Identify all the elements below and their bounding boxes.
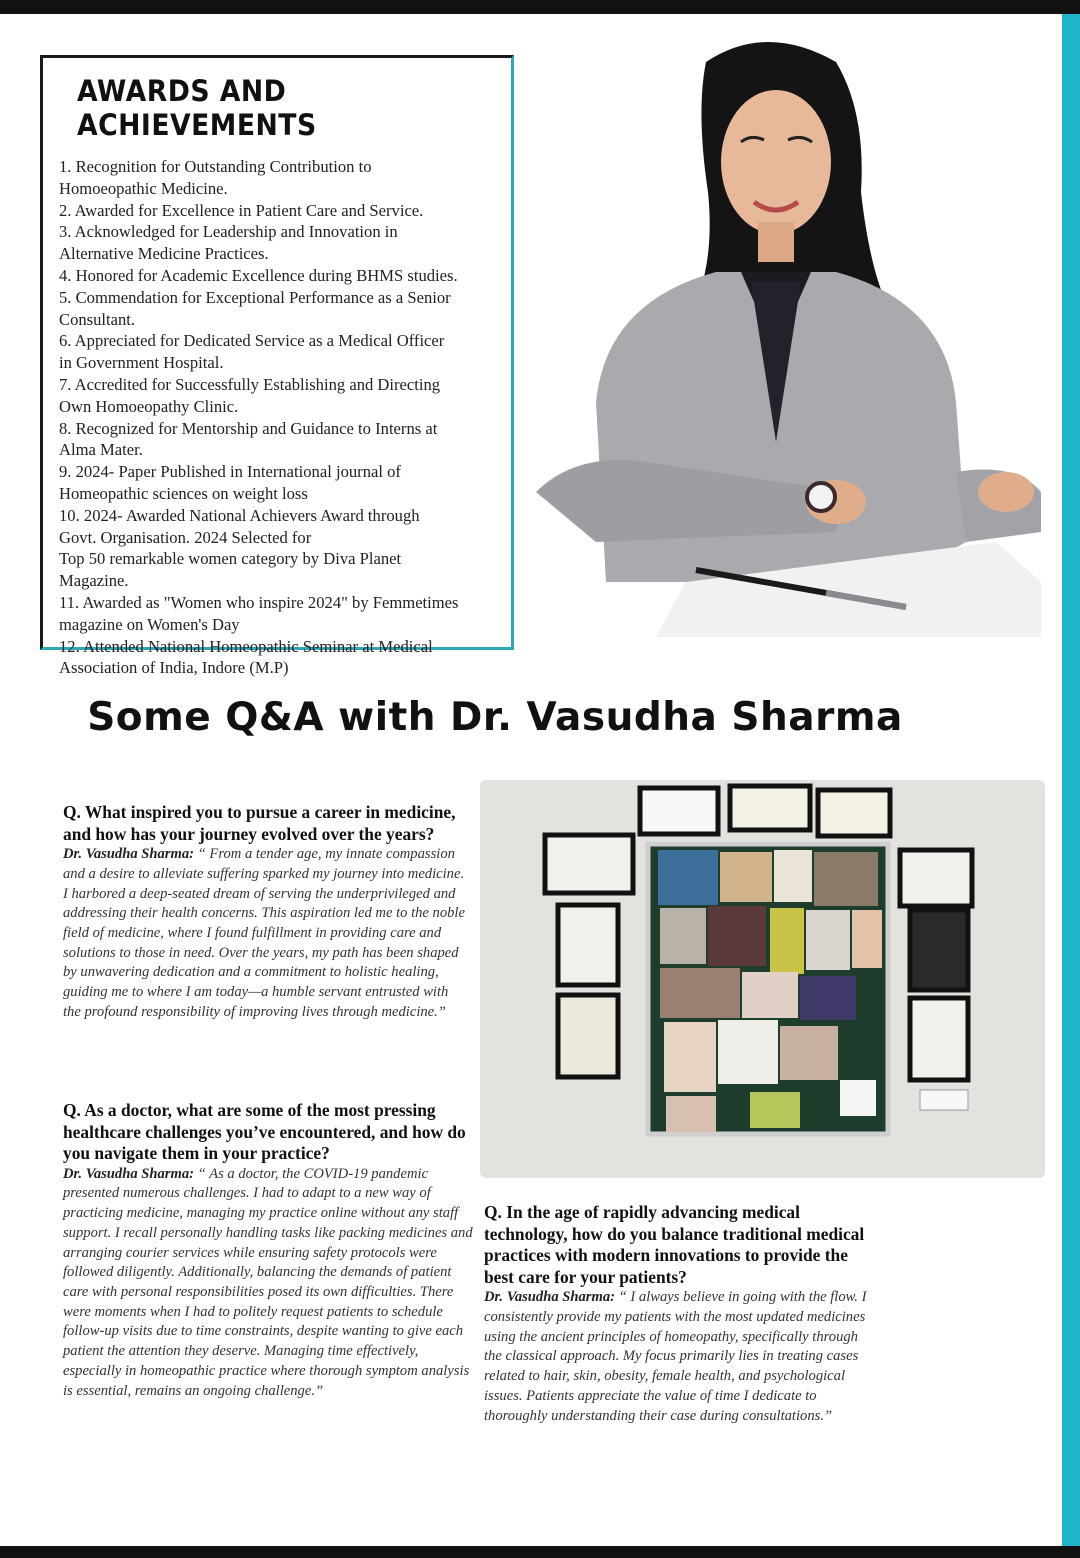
qa-item-1	[63, 802, 468, 1023]
qa-item-3	[484, 1202, 879, 1426]
awards-line: Association of India, Indore (M.P)	[59, 658, 289, 678]
qa-speaker: Dr. Vasudha Sharma:	[484, 1289, 619, 1306]
awards-line: Consultant.	[59, 309, 136, 329]
awards-title: AWARDS AND ACHIEVEMENTS	[77, 74, 317, 142]
awards-line: Top 50 remarkable women category by Diva Planet	[59, 549, 402, 569]
bottom-border-bar	[0, 1546, 1080, 1558]
awards-line: 5. Commendation for Exceptional Performance as a Senior	[59, 287, 451, 307]
qa-item-2	[63, 1100, 473, 1401]
qa-answer: “ From a tender age, my innate compassion and a desire to alleviate suffering sparked my journey into medicine. I harbored a deep-seated dream of serving the underprivileged and addressing their health concerns. This aspiration led me to the noble field of medicine, where I found fulfillment in providing care and solutions to those in need. Over the years, my path has been shaped by unwavering dedication and a commitment to holistic healing, guiding me to where I am today—a humble servant entrusted with the profound responsibility of improving lives through medicine.”	[63, 846, 465, 1020]
awards-line: 9. 2024- Paper Published in International journal of	[59, 462, 401, 482]
awards-line: 10. 2024- Awarded National Achievers Award through	[59, 505, 420, 525]
qa-answer-block	[484, 1288, 879, 1426]
top-border-bar	[0, 0, 1080, 14]
awards-line: Govt. Organisation. 2024 Selected for	[59, 527, 312, 547]
awards-line: magazine on Women's Day	[59, 614, 240, 634]
qa-answer: “ As a doctor, the COVID-19 pandemic presented numerous challenges. I had to adapt to a new way of practicing medicine, managing my practice online without any staff support. I recall personally handling tasks like packing medicines and arranging courier services while ensuring safety protocols were followed diligently. Additionally, balancing the demands of patient care with personal responsibilities posed its own difficulties. There were moments when I had to politely request patients to schedule follow-up visits due to time constraints, despite wanting to give each patient the attention they deserve. Managing time effectively, especially in homeopathic practice where thorough symptom analysis is essential, remains an ongoing challenge.”	[63, 1165, 473, 1399]
qa-question: Q. What inspired you to pursue a career in medicine, and how has your journey evolved over the years?	[63, 802, 456, 844]
awards-line: 7. Accredited for Successfully Establishing and Directing	[59, 374, 441, 394]
qa-question: Q. As a doctor, what are some of the most pressing healthcare challenges you’ve encountered, and how do you navigate them in your practice?	[63, 1100, 466, 1164]
awards-line: 11. Awarded as "Women who inspire 2024" by Femmetimes	[59, 592, 459, 612]
awards-line: Alma Mater.	[59, 440, 143, 460]
side-accent-stripe	[1062, 14, 1080, 1546]
qa-answer-block	[63, 1165, 473, 1401]
qa-answer: “ I always believe in going with the flow. I consistently provide my patients with the most updated medicines using the ancient principles of homeopathy, specifically through the classical approach. My focus primarily lies in treating cases related to hair, skin, obesity, female health, and psychological issues. Patients appreciate the value of time I dedicate to thoroughly understanding their case during consultations.”	[484, 1289, 867, 1424]
awards-line: Magazine.	[59, 571, 129, 591]
awards-line: 1. Recognition for Outstanding Contribution to	[59, 157, 372, 176]
qa-answer-block	[63, 845, 468, 1022]
clinic-wall-photo	[480, 780, 1045, 1178]
awards-line: Homeopathic sciences on weight loss	[59, 483, 308, 503]
awards-list	[59, 156, 511, 679]
awards-line: 6. Appreciated for Dedicated Service as a Medical Officer	[59, 331, 445, 351]
awards-line: in Government Hospital.	[59, 353, 224, 373]
qa-speaker: Dr. Vasudha Sharma:	[63, 846, 198, 863]
qa-speaker: Dr. Vasudha Sharma:	[63, 1165, 198, 1182]
awards-line: 8. Recognized for Mentorship and Guidance to Interns at	[59, 418, 438, 438]
awards-line: 12. Attended National Homeopathic Seminar at Medical	[59, 636, 433, 656]
doctor-portrait-image	[536, 22, 1056, 637]
awards-line: Homoeopathic Medicine.	[59, 178, 228, 198]
qa-question: Q. In the age of rapidly advancing medical technology, how do you balance traditional medical practices with modern innovations to provide the best care for your patients?	[484, 1202, 865, 1287]
awards-line: 4. Honored for Academic Excellence during BHMS studies.	[59, 265, 458, 285]
awards-line: 3. Acknowledged for Leadership and Innovation in	[59, 222, 398, 242]
qa-section-title: Some Q&A with Dr. Vasudha Sharma	[87, 695, 903, 740]
awards-line: 2. Awarded for Excellence in Patient Care and Service.	[59, 200, 424, 220]
awards-box	[40, 55, 514, 678]
awards-line: Alternative Medicine Practices.	[59, 244, 269, 264]
awards-line: Own Homoeopathy Clinic.	[59, 396, 239, 416]
